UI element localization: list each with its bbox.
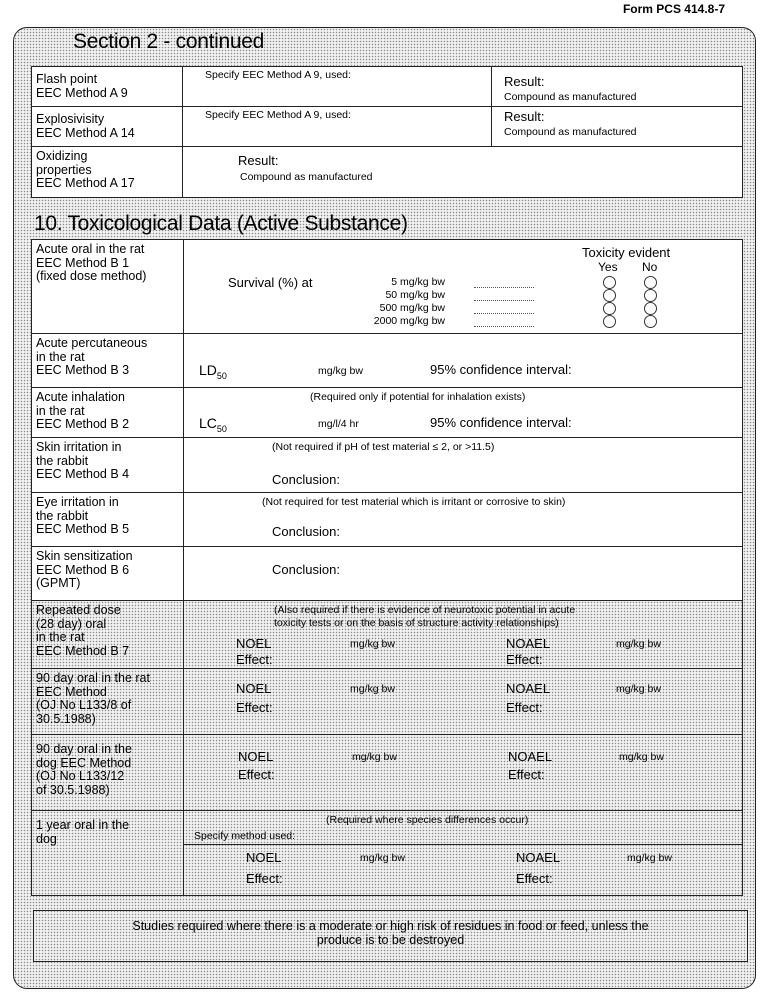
inhalation-label: Acute inhalation in the rat EEC Method B 2 — [36, 390, 130, 431]
repeated-noael: NOAEL — [506, 636, 551, 651]
flash-point-row — [32, 67, 743, 107]
acute-oral-row — [32, 240, 743, 334]
repeated-dose-label: Repeated dose (28 day) oral in the rat EEC Method B 7 — [36, 603, 130, 658]
toxicity-evident-header: Toxicity evident — [582, 245, 671, 260]
form-number: Form PCS 414.8-7 — [622, 2, 725, 16]
day90-dog-noel-unit: mg/kg bw — [352, 751, 397, 763]
oxidizing-row — [32, 147, 743, 198]
explosivity-specify: Specify EEC Method A 9, used: — [205, 109, 351, 121]
yes-radio-2000[interactable] — [603, 315, 616, 328]
year1-dog-noael-unit: mg/kg bw — [627, 852, 672, 864]
flash-point-label: Flash point EEC Method A 9 — [36, 72, 128, 100]
year1-dog-row — [32, 811, 743, 896]
flash-point-result-sub: Compound as manufactured — [504, 91, 637, 103]
flash-point-specify: Specify EEC Method A 9, used: — [205, 69, 351, 81]
dose-50: 50 mg/kg bw — [385, 289, 445, 301]
explosivity-result: Result: — [504, 109, 545, 124]
day90-dog-noel: NOEL — [238, 749, 274, 764]
oxidizing-result-sub: Compound as manufactured — [240, 171, 373, 183]
skin-irritation-conclusion: Conclusion: — [272, 472, 340, 487]
yes-header: Yes — [598, 260, 618, 274]
day90-dog-noel-effect: Effect: — [238, 767, 275, 782]
dose-2000: 2000 mg/kg bw — [373, 315, 445, 327]
repeated-noael-unit: mg/kg bw — [616, 638, 661, 650]
repeated-dose-note: (Also required if there is evidence of neurotoxic potential in acute toxicity tests or on the basis of structure activity relationships) — [274, 604, 576, 629]
explosivity-label: Explosivisity EEC Method A 14 — [36, 112, 135, 140]
repeated-noel-effect: Effect: — [236, 652, 273, 667]
inhalation-note: (Required only if potential for inhalation exists) — [310, 391, 526, 403]
percutaneous-ci: 95% confidence interval: — [430, 362, 572, 377]
year1-dog-noael-effect: Effect: — [516, 871, 553, 886]
skin-irritation-row — [32, 438, 743, 493]
no-radio-50[interactable] — [644, 289, 657, 302]
dose-5: 5 mg/kg bw — [391, 276, 445, 288]
day90-rat-noael: NOAEL — [506, 681, 551, 696]
dose-500-field[interactable] — [474, 313, 534, 314]
year1-dog-noel-unit: mg/kg bw — [360, 852, 405, 864]
day90-rat-noel-effect: Effect: — [236, 700, 273, 715]
ld50-label: $LD_{50}$ — [199, 362, 227, 381]
oxidizing-result: Result: — [238, 153, 279, 168]
eye-irritation-row — [32, 493, 743, 547]
lc50-label: $LC_{50}$ — [199, 415, 227, 434]
day90-rat-row — [32, 669, 743, 735]
oxidizing-label: Oxidizing properties EEC Method A 17 — [36, 149, 135, 190]
skin-irritation-label: Skin irritation in the rabbit EEC Method B 4 — [36, 440, 130, 481]
year1-dog-noel: NOEL — [246, 850, 282, 865]
repeated-dose-row — [32, 601, 743, 669]
dose-5-field[interactable] — [474, 287, 534, 288]
eye-irritation-label: Eye irritation in the rabbit EEC Method B 5 — [36, 495, 130, 536]
repeated-noael-effect: Effect: — [506, 652, 543, 667]
yes-radio-5[interactable] — [603, 276, 616, 289]
section-2-table — [31, 66, 743, 198]
skin-irritation-note: (Not required if pH of test material ≤ 2, or >11.5) — [272, 441, 495, 453]
day90-dog-noael-effect: Effect: — [508, 767, 545, 782]
day90-dog-noael-unit: mg/kg bw — [619, 751, 664, 763]
percutaneous-row — [32, 334, 743, 388]
day90-rat-noael-effect: Effect: — [506, 700, 543, 715]
inhalation-row — [32, 388, 743, 438]
no-radio-5[interactable] — [644, 276, 657, 289]
survival-label: Survival (%) at — [228, 275, 313, 290]
eye-irritation-note: (Not required for test material which is irritant or corrosive to skin) — [262, 496, 566, 508]
percutaneous-label: Acute percutaneous in the rat EEC Method B 3 — [36, 336, 148, 377]
dose-2000-field[interactable] — [474, 326, 534, 327]
yes-radio-50[interactable] — [603, 289, 616, 302]
year1-dog-specify: Specify method used: — [194, 830, 295, 842]
footer-note-box — [33, 910, 748, 962]
repeated-noel-unit: mg/kg bw — [350, 638, 395, 650]
skin-sensitization-conclusion: Conclusion: — [272, 562, 340, 577]
year1-dog-note: (Required where species differences occur) — [326, 814, 529, 826]
explosivity-result-sub: Compound as manufactured — [504, 126, 637, 138]
flash-point-result: Result: — [504, 74, 545, 89]
explosivity-row — [32, 107, 743, 147]
day90-dog-label: 90 day oral in the dog EEC Method (OJ No L133/12 of 30.5.1988) — [36, 742, 132, 797]
year1-dog-noel-effect: Effect: — [246, 871, 283, 886]
no-radio-500[interactable] — [644, 302, 657, 315]
yes-radio-500[interactable] — [603, 302, 616, 315]
acute-oral-label: Acute oral in the rat EEC Method B 1 (fixed dose method) — [36, 242, 147, 283]
year1-dog-noael: NOAEL — [516, 850, 561, 865]
inhalation-ci: 95% confidence interval: — [430, 415, 572, 430]
day90-rat-noel: NOEL — [236, 681, 272, 696]
eye-irritation-conclusion: Conclusion: — [272, 524, 340, 539]
section-2-title: Section 2 - continued — [73, 30, 264, 53]
day90-dog-row — [32, 735, 743, 811]
section-10-title: 10. Toxicological Data (Active Substance) — [34, 212, 408, 235]
no-header: No — [642, 260, 658, 274]
percutaneous-unit: mg/kg bw — [318, 365, 363, 377]
day90-rat-label: 90 day oral in the rat EEC Method (OJ No L133/8 of 30.5.1988) — [36, 671, 150, 726]
day90-rat-noel-unit: mg/kg bw — [350, 683, 395, 695]
repeated-noel: NOEL — [236, 636, 272, 651]
dose-500: 500 mg/kg bw — [379, 302, 445, 314]
skin-sensitization-row — [32, 547, 743, 601]
dose-50-field[interactable] — [474, 300, 534, 301]
footer-note: Studies required where there is a moderate or high risk of residues in food or feed, unless the produce is to be destroyed — [132, 919, 649, 947]
year1-dog-label: 1 year oral in the dog — [36, 818, 130, 846]
inhalation-unit: mg/l/4 hr — [318, 418, 359, 430]
no-radio-2000[interactable] — [644, 315, 657, 328]
toxicology-table — [31, 239, 743, 896]
day90-rat-noael-unit: mg/kg bw — [616, 683, 661, 695]
skin-sensitization-label: Skin sensitization EEC Method B 6 (GPMT) — [36, 549, 133, 590]
year1-dog-divider — [184, 844, 742, 845]
day90-dog-noael: NOAEL — [508, 749, 553, 764]
